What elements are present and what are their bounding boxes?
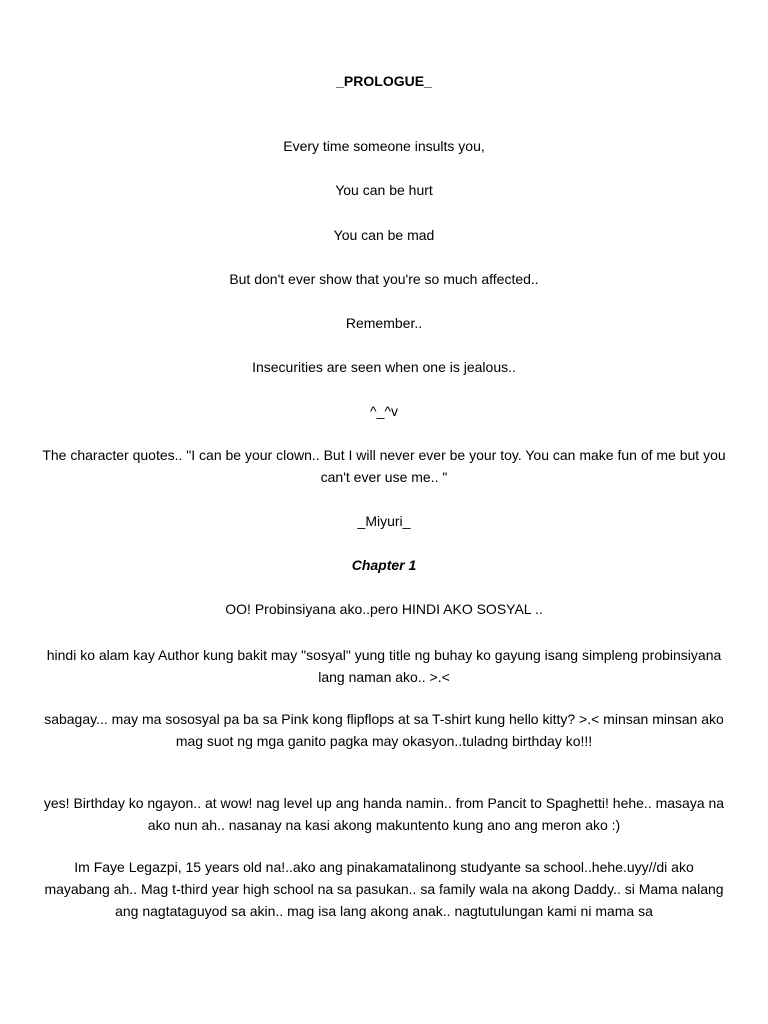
character-quote: The character quotes.. "I can be your clown.. But I will never ever be your toy. You can make fun of me but you can't ever use me.. " <box>42 447 726 485</box>
prologue-title: _PROLOGUE_ <box>336 73 432 89</box>
chapter-paragraph: Im Faye Legazpi, 15 years old na!..ako ang pinakamatalinong studyante sa school..hehe.uyy//di ako mayabang ah.. Mag t-third year high school na sa pasukan.. sa family wala na akong Daddy.. si Mama nalang ang nagtataguyod sa akin.. mag isa lang akong anak.. nagtutulungan kami ni mama sa <box>44 859 724 919</box>
prologue-line: Remember.. <box>345 315 423 331</box>
chapter-paragraph: sabagay... may ma sososyal pa ba sa Pink kong flipflops at sa T-shirt kung hello kitty? >.< minsan minsan ako mag suot ng mga ganito pagka may okasyon..tuladng birthday ko!!! <box>44 711 724 749</box>
author-signature: _Miyuri_ <box>357 513 411 529</box>
prologue-line: You can be mad <box>333 227 435 243</box>
chapter-title: Chapter 1 <box>351 557 417 573</box>
prologue-line: But don't ever show that you're so much affected.. <box>229 271 539 287</box>
prologue-line: Insecurities are seen when one is jealous.. <box>252 359 516 375</box>
chapter-paragraph: yes! Birthday ko ngayon.. at wow! nag level up ang handa namin.. from Pancit to Spaghetti! hehe.. masaya na ako nun ah.. nasanay na kasi akong makuntento kung ano ang meron ako :) <box>43 795 725 833</box>
chapter-paragraph: hindi ko alam kay Author kung bakit may "sosyal" yung title ng buhay ko gayung isang simpleng probinsiyana lang naman ako.. >.< <box>46 647 722 685</box>
chapter-paragraph: OO! Probinsiyana ako..pero HINDI AKO SOSYAL .. <box>225 601 543 617</box>
prologue-line: You can be hurt <box>335 182 433 198</box>
prologue-line: ^_^v <box>370 403 398 419</box>
prologue-line: Every time someone insults you, <box>283 138 485 154</box>
